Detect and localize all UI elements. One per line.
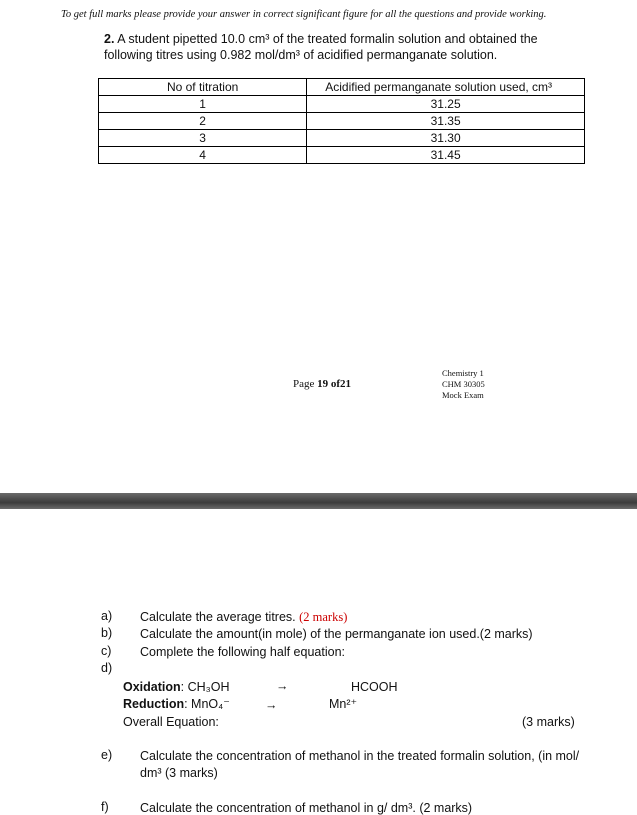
part-b-text: Calculate the amount(in mole) of the permanganate ion used.(2 marks) (140, 627, 533, 641)
course-info (442, 368, 485, 401)
question-body: A student pipetted 10.0 cm³ of the treated formalin solution and obtained the following titres using 0.982 mol/dm³ of acidified permanganate solution. (104, 32, 538, 62)
part-a-question: Calculate the average titres. (140, 610, 300, 624)
table-cell: 2 (99, 113, 307, 130)
course-line: CHM 30305 (442, 379, 485, 389)
oxidation-label: Oxidation (123, 680, 181, 694)
table-row (99, 130, 585, 147)
part-f-text: Calculate the concentration of methanol in g/ dm³. (2 marks) (140, 801, 473, 815)
part-a-marks: (2 marks) (299, 610, 348, 624)
table-header-cell: No of titration (99, 79, 307, 96)
reduction-product: Mn²⁺ (329, 697, 358, 711)
table-header-cell: Acidified permanganate solution used, cm³ (307, 79, 585, 96)
part-c-text: Complete the following half equation: (140, 645, 345, 659)
table-cell: 3 (99, 130, 307, 147)
table-cell: 31.45 (307, 147, 585, 164)
course-line: Mock Exam (442, 390, 484, 400)
part-c-marker: c) (101, 644, 112, 658)
page-number-value: 19 of21 (317, 378, 352, 390)
table-cell: 4 (99, 147, 307, 164)
part-d-marker: d) (101, 661, 113, 675)
part-a-text (140, 609, 347, 626)
table-cell: 1 (99, 96, 307, 113)
oxidation-line (123, 679, 230, 696)
overall-equation-label: Overall Equation: (123, 715, 219, 729)
table-cell: 31.30 (307, 130, 585, 147)
page-divider (0, 493, 637, 509)
part-e-marker: e) (101, 748, 113, 762)
part-e-text: Calculate the concentration of methanol in the treated formalin solution, (in mol/ dm³ (3 marks) (140, 749, 580, 780)
oxidation-product: HCOOH (351, 680, 398, 694)
part-f-marker: f) (101, 800, 109, 814)
part-a-marker: a) (101, 609, 113, 623)
oxidation-arrow: → (276, 679, 289, 693)
course-line: Chemistry 1 (442, 368, 484, 378)
question-number: 2. (104, 32, 115, 46)
table-cell: 31.35 (307, 113, 585, 130)
oxidation-reactant: : CH₃OH (180, 680, 230, 694)
table-header-row (99, 79, 585, 96)
part-b-marker: b) (101, 626, 113, 640)
table-cell: 31.25 (307, 96, 585, 113)
reduction-reactant: : MnO₄⁻ (184, 697, 230, 711)
table-row (99, 96, 585, 113)
overall-marks: (3 marks) (522, 715, 575, 729)
page-number (293, 378, 351, 390)
question-2-text (104, 31, 574, 63)
reduction-arrow: → (265, 698, 278, 712)
table-row (99, 113, 585, 130)
reduction-line (123, 696, 230, 713)
page-prefix: Page (293, 378, 318, 390)
instruction-text: To get full marks please provide your answer in correct significant figure for all the questions and provide working. (61, 9, 547, 20)
reduction-label: Reduction (123, 697, 185, 711)
titration-table (98, 78, 585, 164)
table-row (99, 147, 585, 164)
